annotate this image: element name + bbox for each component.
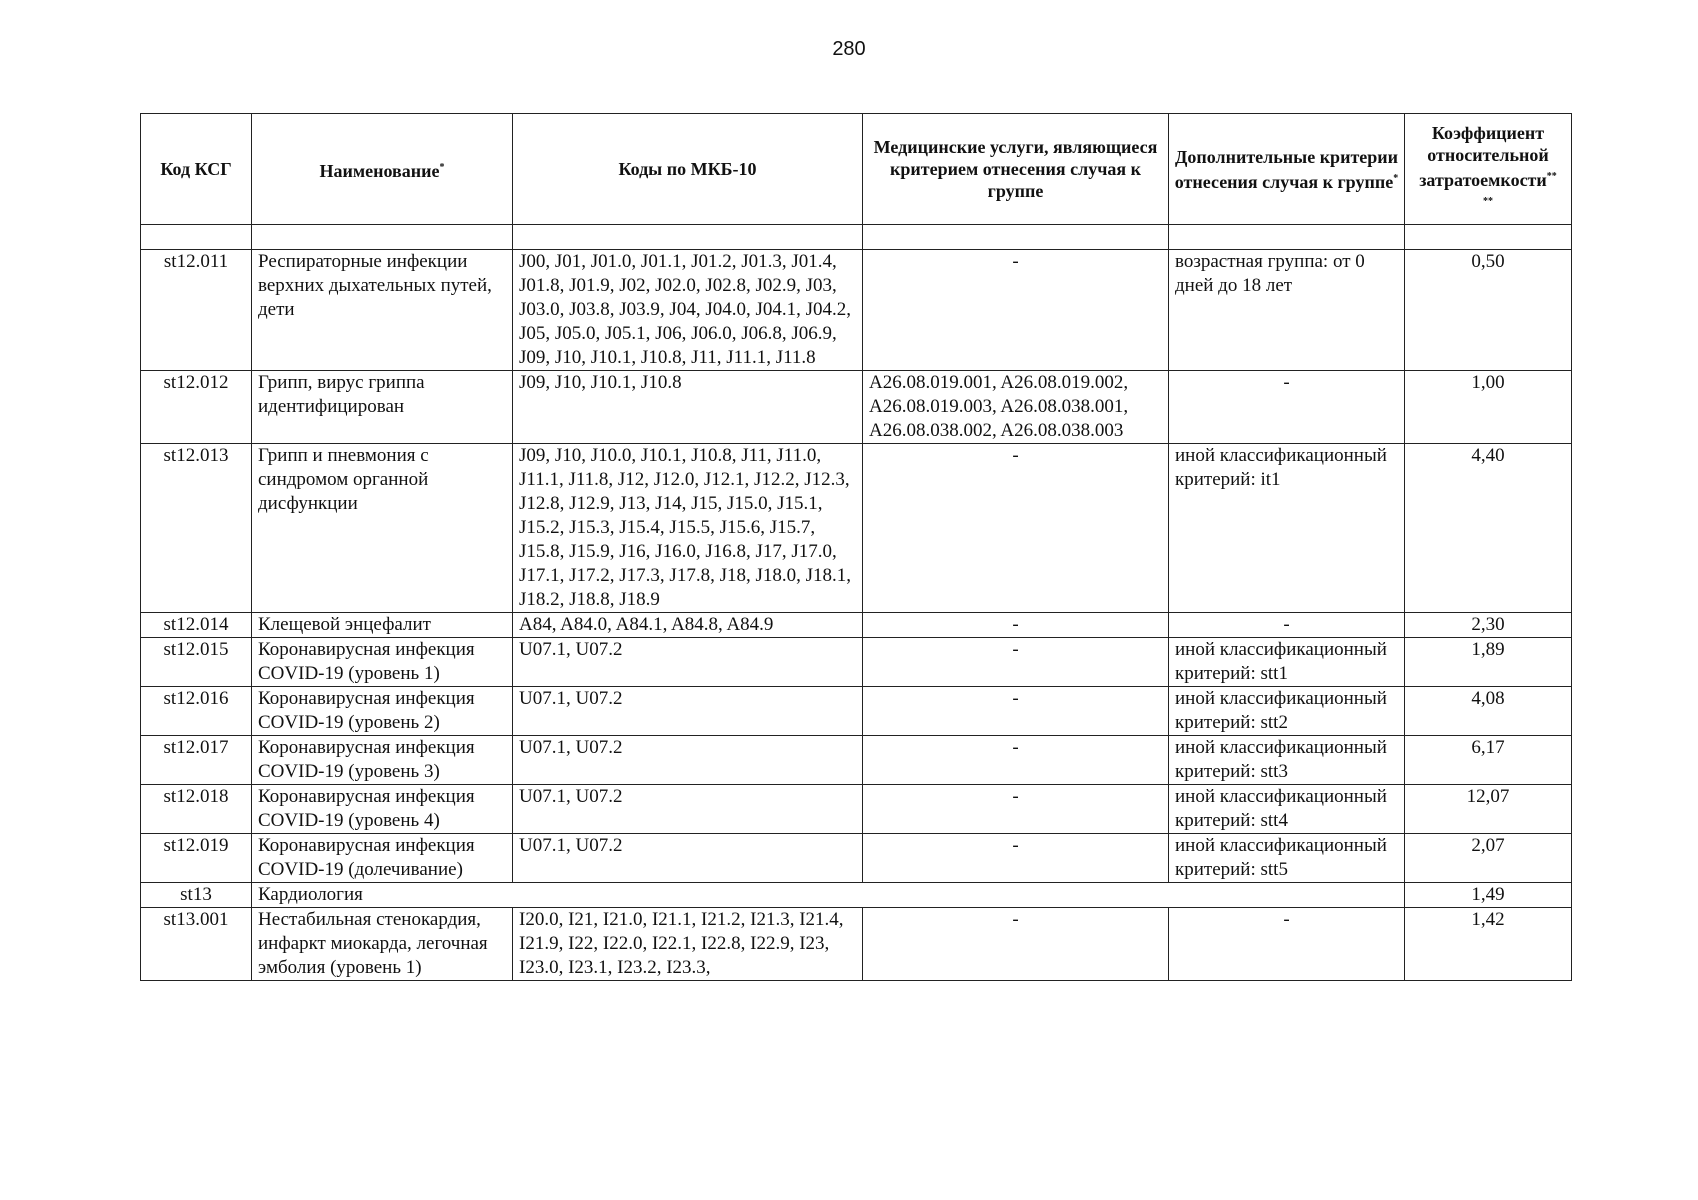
cell-coef: 2,30 bbox=[1405, 613, 1572, 638]
cell-code: st12.013 bbox=[141, 444, 252, 613]
table-row bbox=[141, 687, 1572, 736]
cell-services: - bbox=[863, 613, 1169, 638]
cell-criteria: иной классификационный критерий: stt5 bbox=[1169, 834, 1405, 883]
section-coef: 1,49 bbox=[1405, 883, 1572, 908]
cell-name: Грипп и пневмония с синдромом органной дисфункции bbox=[252, 444, 513, 613]
cell-icd: U07.1, U07.2 bbox=[513, 834, 863, 883]
table-row bbox=[141, 638, 1572, 687]
cell-coef: 6,17 bbox=[1405, 736, 1572, 785]
cell-code: st12.018 bbox=[141, 785, 252, 834]
table-row bbox=[141, 834, 1572, 883]
cell-name: Грипп, вирус гриппа идентифицирован bbox=[252, 371, 513, 444]
table-row bbox=[141, 371, 1572, 444]
section-row bbox=[141, 883, 1572, 908]
header-name: Наименование* bbox=[252, 114, 513, 225]
cell-criteria: иной классификационный критерий: stt2 bbox=[1169, 687, 1405, 736]
cell-icd: U07.1, U07.2 bbox=[513, 638, 863, 687]
cell-coef: 1,89 bbox=[1405, 638, 1572, 687]
table-row bbox=[141, 736, 1572, 785]
cell-services: - bbox=[863, 638, 1169, 687]
cell-criteria: - bbox=[1169, 613, 1405, 638]
cell-icd: J09, J10, J10.0, J10.1, J10.8, J11, J11.0, J11.1, J11.8, J12, J12.0, J12.1, J12.2, J12.3, J12.8, J12.9, J13, J14, J15, J15.0, J15.1, J15.2, J15.3, J15.4, J15.5, J15.6, J15.7, J15.8, J15.9, J16, J16.0, J16.8, J17, J17.0, J17.1, J17.2, J17.3, J17.8, J18, J18.0, J18.1, J18.2, J18.8, J18.9 bbox=[513, 444, 863, 613]
cell-icd: I20.0, I21, I21.0, I21.1, I21.2, I21.3, I21.4, I21.9, I22, I22.0, I22.1, I22.8, I22.9, I23, I23.0, I23.1, I23.2, I23.3, bbox=[513, 908, 863, 981]
cell-code: st12.011 bbox=[141, 250, 252, 371]
cell-services: - bbox=[863, 785, 1169, 834]
header-row bbox=[141, 114, 1572, 225]
cell-coef: 1,42 bbox=[1405, 908, 1572, 981]
spacer-row bbox=[141, 225, 1572, 250]
cell-code: st12.012 bbox=[141, 371, 252, 444]
cell-icd: U07.1, U07.2 bbox=[513, 687, 863, 736]
cell-icd: U07.1, U07.2 bbox=[513, 736, 863, 785]
header-coef: Коэффициент относительной затратоемкости** ** bbox=[1405, 114, 1572, 225]
cell-criteria: иной классификационный критерий: stt3 bbox=[1169, 736, 1405, 785]
cell-name: Клещевой энцефалит bbox=[252, 613, 513, 638]
cell-code: st12.016 bbox=[141, 687, 252, 736]
cell-name: Нестабильная стенокардия, инфаркт миокарда, легочная эмболия (уровень 1) bbox=[252, 908, 513, 981]
cell-icd: U07.1, U07.2 bbox=[513, 785, 863, 834]
header-services: Медицинские услуги, являющиеся критерием отнесения случая к группе bbox=[863, 114, 1169, 225]
cell-name: Коронавирусная инфекция COVID-19 (уровень 2) bbox=[252, 687, 513, 736]
cell-coef: 4,08 bbox=[1405, 687, 1572, 736]
cell-code: st13.001 bbox=[141, 908, 252, 981]
table-row bbox=[141, 250, 1572, 371]
cell-services: A26.08.019.001, A26.08.019.002, A26.08.019.003, A26.08.038.001, A26.08.038.002, A26.08.038.003 bbox=[863, 371, 1169, 444]
cell-coef: 12,07 bbox=[1405, 785, 1572, 834]
cell-services: - bbox=[863, 736, 1169, 785]
section-code: st13 bbox=[141, 883, 252, 908]
cell-name: Коронавирусная инфекция COVID-19 (долечивание) bbox=[252, 834, 513, 883]
cell-coef: 2,07 bbox=[1405, 834, 1572, 883]
cell-coef: 1,00 bbox=[1405, 371, 1572, 444]
cell-services: - bbox=[863, 444, 1169, 613]
cell-name: Коронавирусная инфекция COVID-19 (уровень 3) bbox=[252, 736, 513, 785]
cell-criteria: иной классификационный критерий: stt4 bbox=[1169, 785, 1405, 834]
cell-criteria: иной классификационный критерий: it1 bbox=[1169, 444, 1405, 613]
cell-name: Респираторные инфекции верхних дыхательных путей, дети bbox=[252, 250, 513, 371]
table-row bbox=[141, 908, 1572, 981]
cell-name: Коронавирусная инфекция COVID-19 (уровень 1) bbox=[252, 638, 513, 687]
cell-icd: J00, J01, J01.0, J01.1, J01.2, J01.3, J01.4, J01.8, J01.9, J02, J02.0, J02.8, J02.9, J03, J03.0, J03.8, J03.9, J04, J04.0, J04.1, J04.2, J05, J05.0, J05.1, J06, J06.0, J06.8, J06.9, J09, J10, J10.1, J10.8, J11, J11.1, J11.8 bbox=[513, 250, 863, 371]
cell-criteria: возрастная группа: от 0 дней до 18 лет bbox=[1169, 250, 1405, 371]
cell-services: - bbox=[863, 834, 1169, 883]
cell-coef: 0,50 bbox=[1405, 250, 1572, 371]
ksg-table bbox=[140, 113, 1572, 981]
cell-code: st12.019 bbox=[141, 834, 252, 883]
table-row bbox=[141, 785, 1572, 834]
cell-services: - bbox=[863, 687, 1169, 736]
cell-services: - bbox=[863, 908, 1169, 981]
cell-name: Коронавирусная инфекция COVID-19 (уровень 4) bbox=[252, 785, 513, 834]
header-criteria: Дополнительные критерии отнесения случая к группе* bbox=[1169, 114, 1405, 225]
cell-criteria: иной классификационный критерий: stt1 bbox=[1169, 638, 1405, 687]
table-row bbox=[141, 613, 1572, 638]
cell-icd: A84, A84.0, A84.1, A84.8, A84.9 bbox=[513, 613, 863, 638]
cell-code: st12.014 bbox=[141, 613, 252, 638]
page-number: 280 bbox=[832, 38, 866, 60]
cell-criteria: - bbox=[1169, 908, 1405, 981]
cell-icd: J09, J10, J10.1, J10.8 bbox=[513, 371, 863, 444]
cell-code: st12.017 bbox=[141, 736, 252, 785]
cell-coef: 4,40 bbox=[1405, 444, 1572, 613]
cell-code: st12.015 bbox=[141, 638, 252, 687]
section-name: Кардиология bbox=[252, 883, 1405, 908]
header-icd: Коды по МКБ-10 bbox=[513, 114, 863, 225]
header-code: Код КСГ bbox=[141, 114, 252, 225]
cell-criteria: - bbox=[1169, 371, 1405, 444]
cell-services: - bbox=[863, 250, 1169, 371]
table-row bbox=[141, 444, 1572, 613]
